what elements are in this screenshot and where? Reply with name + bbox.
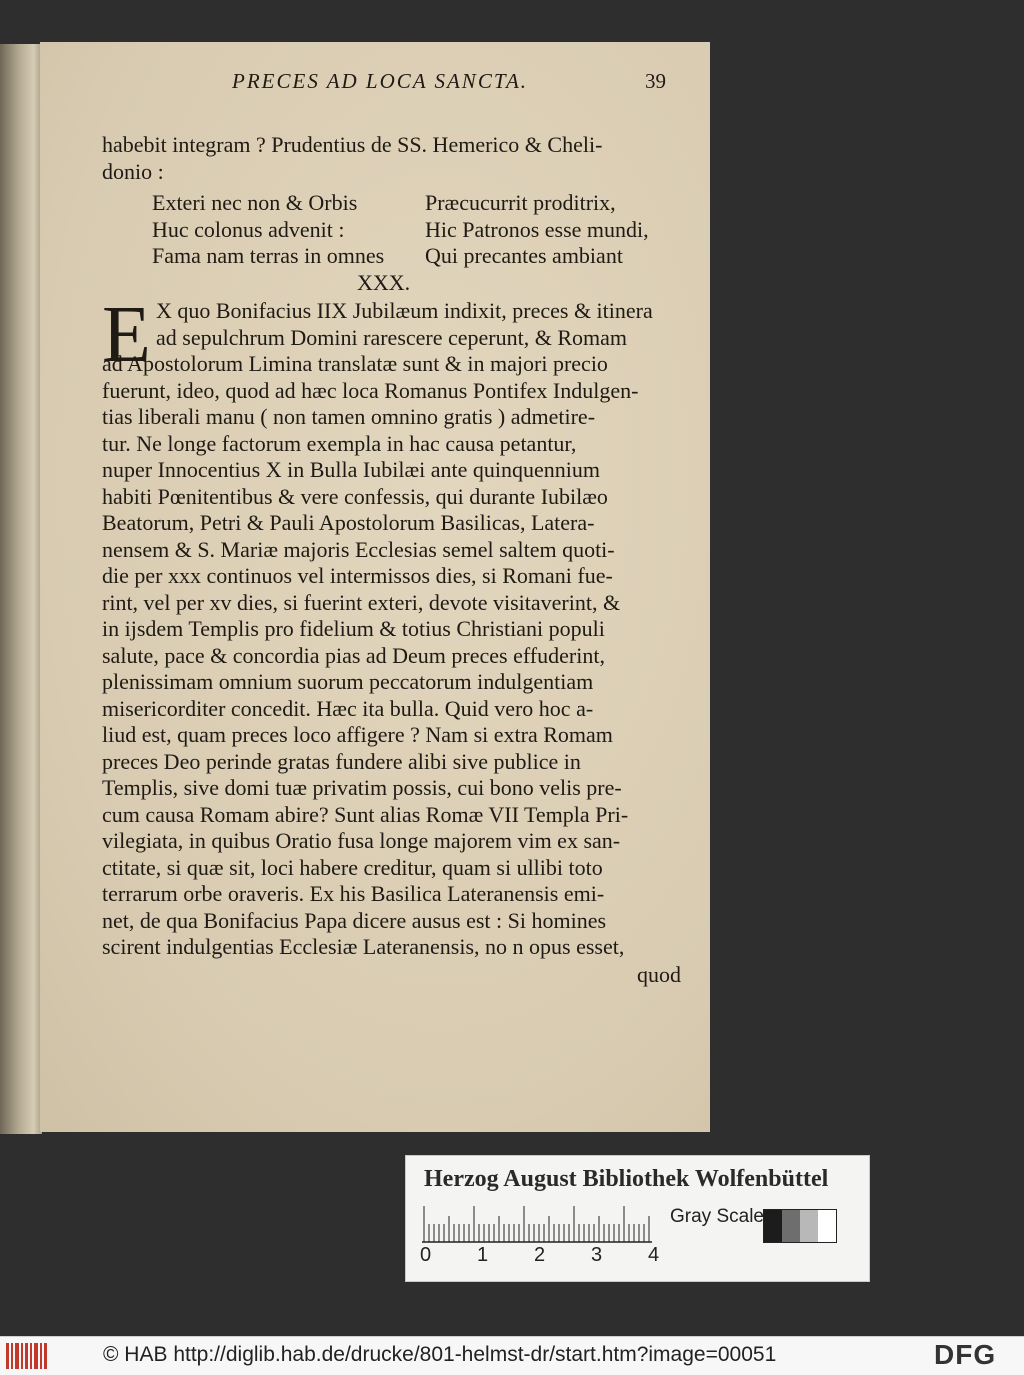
body-indented-text [156, 298, 653, 351]
text-line: ad sepulchrum Domini rarescere ceperunt, & Romam [156, 324, 628, 350]
verse-line: Hic Patronos esse mundi, [425, 216, 649, 242]
text-line: tias liberali manu ( non tamen omnino gratis ) admetire- [102, 404, 596, 429]
verse-line: Exteri nec non & Orbis [152, 190, 358, 215]
text-line: Templis, sive domi tuæ privatim possis, cui bono velis pre- [102, 775, 622, 800]
ruler-number: 0 [420, 1244, 432, 1266]
library-name: Herzog August Bibliothek Wolfenbüttel [424, 1166, 829, 1192]
text-line: plenissimam omnium suorum peccatorum indulgentiam [102, 669, 594, 694]
verse-line: Qui precantes ambiant [425, 243, 623, 268]
gray-scale-label: Gray Scale [670, 1206, 764, 1227]
ruler-number: 3 [591, 1244, 603, 1266]
intro-text [102, 132, 602, 185]
text-line: liud est, quam preces loco affigere ? Nam si extra Romam [102, 722, 613, 747]
source-url-link[interactable]: © HAB http://diglib.hab.de/drucke/801-helmst-dr/start.htm?image=00051 [103, 1343, 777, 1366]
page-number: 39 [645, 69, 666, 93]
text-line: fuerunt, ideo, quod ad hæc loca Romanus Pontifex Indulgen- [102, 377, 639, 403]
text-line: cum causa Romam abire? Sunt alias Romæ VII Templa Pri- [102, 801, 629, 827]
running-head: PRECES AD LOCA SANCTA. [232, 69, 529, 93]
verse-column-right [425, 190, 649, 270]
ruler-number: 4 [648, 1244, 660, 1266]
text-line: net, de qua Bonifacius Papa dicere ausus est : Si homines [102, 907, 607, 933]
text-line: nensem & S. Mariæ majoris Ecclesias semel saltem quoti- [102, 536, 615, 562]
text-line: habiti Pœnitentibus & vere confessis, qui durante Iubilæo [102, 483, 608, 509]
verse-line: Fama nam terras in omnes [152, 243, 385, 268]
text-line: tur. Ne longe factorum exempla in hac causa petantur, [102, 430, 577, 456]
text-line: die per xxx continuos vel intermissos dies, si Romani fue- [102, 563, 613, 588]
drop-cap-initial: E [102, 291, 151, 379]
section-number: XXX. [357, 270, 411, 295]
ruler-number: 1 [477, 1244, 489, 1266]
verse-line: Huc colonus advenit : [152, 216, 345, 242]
text-line: terrarum orbe oraveris. Ex his Basilica Lateranensis emi- [102, 881, 605, 906]
catchword: quod [637, 962, 681, 987]
gray-patch [800, 1210, 818, 1242]
gray-patch [764, 1210, 782, 1242]
text-line: ad Apostolorum Limina translatæ sunt & in majori precio [102, 351, 608, 376]
adjacent-page-edge [0, 44, 42, 1134]
gray-patch [782, 1210, 800, 1242]
text-line: misericorditer concedit. Hæc ita bulla. Quid vero hoc a- [102, 695, 594, 721]
text-line: ctitate, si quæ sit, loci habere creditur, quam si ullibi toto [102, 854, 603, 880]
text-line: salute, pace & concordia pias ad Deum preces effuderint, [102, 642, 605, 668]
body-text [102, 351, 638, 961]
verse-line: Præcucurrit proditrix, [425, 190, 616, 215]
text-line: Beatorum, Petri & Pauli Apostolorum Basilicas, Latera- [102, 510, 595, 535]
hab-barcode-logo [6, 1343, 48, 1369]
text-line: donio : [102, 158, 164, 184]
library-color-card [405, 1155, 870, 1282]
gray-patch [818, 1210, 836, 1242]
text-line: scirent indulgentias Ecclesiæ Lateranensis, no n opus esset, [102, 934, 625, 959]
text-line: nuper Innocentius X in Bulla Iubilæi ante quinquennium [102, 457, 600, 482]
text-line: rint, vel per xv dies, si fuerint exteri, devote visitaverint, & [102, 589, 621, 615]
text-line: in ijsdem Templis pro fidelium & totius Christiani populi [102, 616, 605, 641]
text-line: X quo Bonifacius IIX Jubilæum indixit, preces & itinera [156, 298, 653, 323]
verse-column-left [152, 190, 384, 270]
dfg-logo: DFG [934, 1339, 997, 1370]
ruler-scale [422, 1204, 662, 1244]
text-line: vilegiata, in quibus Oratio fusa longe majorem vim ex san- [102, 828, 621, 853]
ruler-number: 2 [534, 1244, 546, 1266]
viewer-footer [0, 1336, 1024, 1375]
text-line: habebit integram ? Prudentius de SS. Hemerico & Cheli- [102, 132, 603, 157]
text-line: preces Deo perinde gratas fundere alibi sive publice in [102, 748, 581, 774]
gray-scale-patches [763, 1209, 837, 1243]
